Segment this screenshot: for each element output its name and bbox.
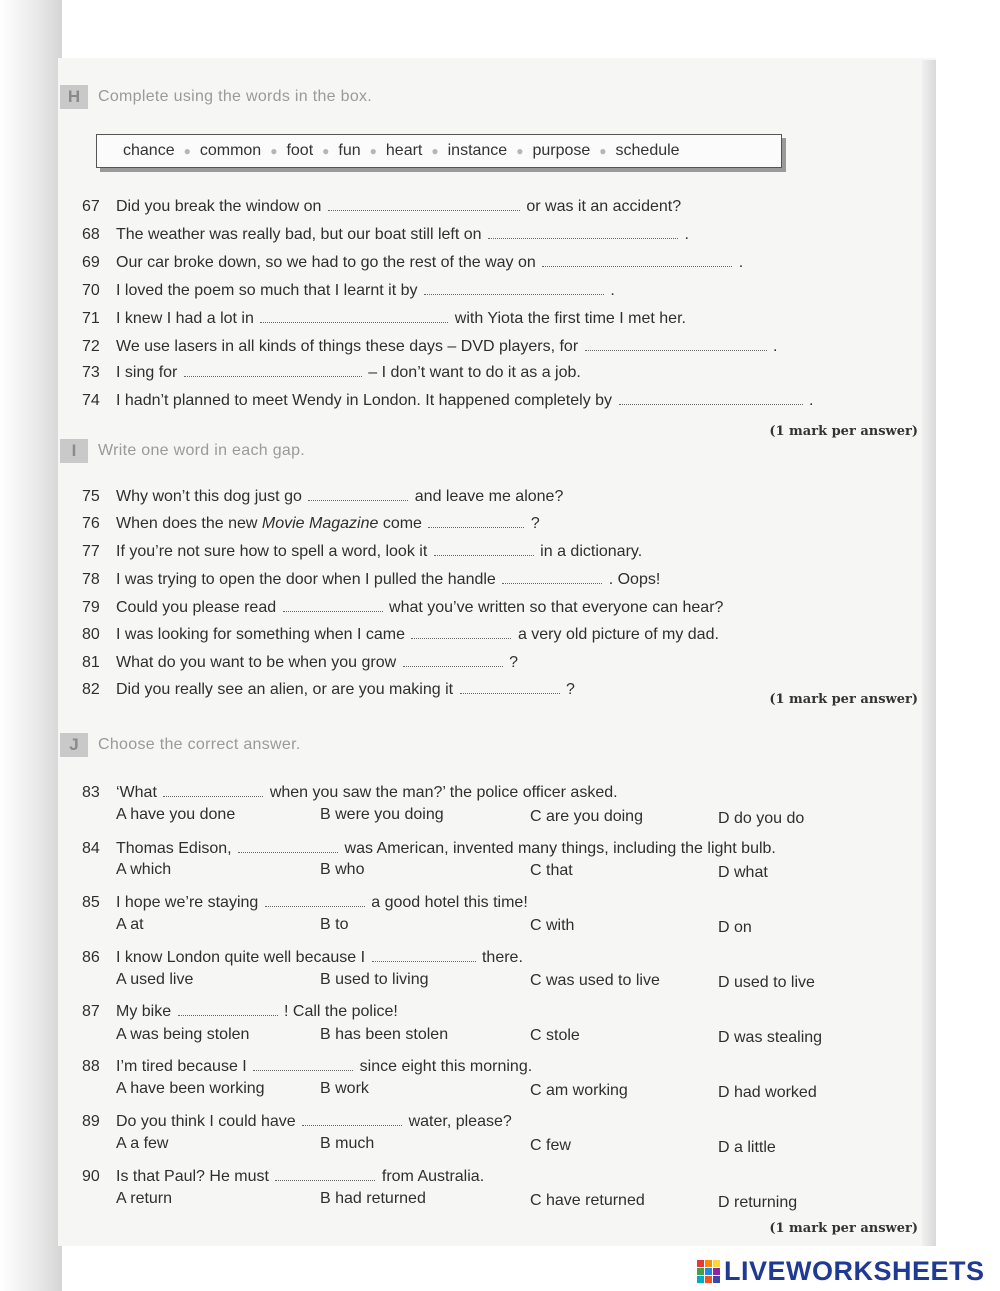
question-87: [82, 1003, 398, 1021]
question-90: [82, 1168, 484, 1186]
logo-cell: [705, 1276, 712, 1283]
option-a[interactable]: A have been working: [116, 1080, 265, 1097]
question-text: The weather was really bad, but our boat still left on: [116, 226, 482, 243]
bullet-icon: ●: [599, 144, 607, 158]
question-text: Do you think I could have: [116, 1113, 296, 1130]
liveworksheets-logo: [697, 1256, 985, 1287]
question-number: 88: [82, 1058, 100, 1075]
question-number: 90: [82, 1168, 100, 1185]
option-d[interactable]: D on: [718, 919, 752, 936]
question-number: 72: [82, 338, 100, 355]
answer-gap: [302, 1115, 402, 1126]
option-c[interactable]: C that: [530, 862, 573, 879]
section-j-letter: J: [60, 733, 88, 757]
option-d[interactable]: D used to live: [718, 974, 815, 991]
question-number: 75: [82, 488, 100, 505]
bullet-icon: ●: [516, 144, 524, 158]
question-text: water, please?: [408, 1113, 512, 1130]
section-i-header: [60, 438, 305, 464]
question-text: .: [808, 392, 814, 409]
option-c[interactable]: C am working: [530, 1082, 628, 1099]
option-a[interactable]: A return: [116, 1190, 173, 1207]
question-number: 87: [82, 1003, 100, 1020]
option-d[interactable]: D a little: [718, 1139, 776, 1156]
question-89: [82, 1113, 512, 1131]
logo-cell: [713, 1276, 720, 1283]
bullet-icon: ●: [270, 144, 278, 158]
question-number: 86: [82, 949, 100, 966]
question-text: come: [382, 515, 422, 532]
question-text: Why won’t this dog just go: [116, 488, 302, 505]
question-text: and leave me alone?: [414, 488, 564, 505]
question-text: since eight this morning.: [359, 1058, 533, 1075]
question-74: [82, 392, 813, 410]
question-text: I know London quite well because I: [116, 949, 366, 966]
logo-cell: [713, 1260, 720, 1267]
section-h-letter: H: [60, 85, 88, 109]
word-box-item: schedule: [615, 142, 680, 159]
page-right-edge: [922, 60, 936, 1246]
answer-gap[interactable]: [283, 601, 383, 612]
bullet-icon: ●: [322, 144, 330, 158]
answer-gap[interactable]: [619, 394, 803, 405]
option-a[interactable]: A at: [116, 916, 144, 933]
question-text: I sing for: [116, 364, 178, 381]
section-j-title: Choose the correct answer.: [98, 736, 301, 753]
answer-gap[interactable]: [260, 312, 448, 323]
question-number: 76: [82, 515, 100, 532]
option-a[interactable]: A have you done: [116, 806, 236, 823]
option-a[interactable]: A was being stolen: [116, 1026, 250, 1043]
question-number: 89: [82, 1113, 100, 1130]
question-text: or was it an accident?: [526, 198, 682, 215]
question-text: .: [773, 338, 778, 355]
answer-gap[interactable]: [328, 200, 520, 211]
option-a[interactable]: A a few: [116, 1135, 169, 1152]
question-text: a good hotel this time!: [371, 894, 528, 911]
question-text: I was trying to open the door when I pulled the handle: [116, 571, 496, 588]
question-text: What do you want to be when you grow: [116, 654, 397, 671]
answer-gap[interactable]: [434, 545, 534, 556]
word-box-item: common: [199, 142, 262, 159]
option-c[interactable]: C are you doing: [530, 808, 643, 825]
word-box-item: chance: [123, 142, 175, 159]
question-67: [82, 198, 681, 216]
question-81: [82, 654, 518, 672]
mark-note: (1 mark per answer): [769, 692, 918, 707]
question-text: when you saw the man?’ the police officer asked.: [269, 784, 618, 801]
question-text: .: [684, 226, 689, 243]
question-75: [82, 488, 563, 506]
logo-cell: [697, 1260, 704, 1267]
option-d[interactable]: D had worked: [718, 1084, 817, 1101]
question-text: I loved the poem so much that I learnt it by: [116, 282, 418, 299]
magazine-title: Movie Magazine: [261, 515, 379, 532]
question-text: with Yiota the first time I met her.: [454, 310, 686, 327]
answer-gap[interactable]: [403, 656, 503, 667]
option-c[interactable]: C have returned: [530, 1192, 645, 1209]
question-68: [82, 226, 689, 244]
question-text: .: [738, 254, 744, 271]
question-80: [82, 626, 719, 644]
question-69: [82, 254, 743, 272]
option-b[interactable]: B were you doing: [320, 806, 444, 823]
answer-gap: [238, 842, 338, 853]
bullet-icon: ●: [183, 144, 191, 158]
question-text: .: [610, 282, 615, 299]
question-text: Thomas Edison,: [116, 840, 232, 857]
answer-gap: [178, 1005, 278, 1016]
answer-gap[interactable]: [428, 517, 524, 528]
question-text: ! Call the police!: [284, 1003, 398, 1020]
option-c[interactable]: C with: [530, 917, 575, 934]
section-j-header: [60, 732, 301, 758]
question-number: 84: [82, 840, 100, 857]
logo-cell: [697, 1268, 704, 1275]
question-text: ?: [565, 681, 575, 698]
question-78: [82, 571, 660, 589]
mark-note: (1 mark per answer): [769, 424, 918, 439]
question-text: ?: [509, 654, 518, 671]
question-number: 80: [82, 626, 100, 643]
question-text: I’m tired because I: [116, 1058, 247, 1075]
question-text: Is that Paul? He must: [116, 1168, 269, 1185]
answer-gap[interactable]: [460, 683, 560, 694]
mark-note: (1 mark per answer): [769, 1221, 918, 1236]
question-text: I hadn’t planned to meet Wendy in London. It happened completely by: [116, 392, 613, 409]
question-text: My bike: [116, 1003, 172, 1020]
answer-gap: [372, 951, 476, 962]
option-b[interactable]: B had returned: [320, 1190, 426, 1207]
question-number: 81: [82, 654, 100, 671]
question-text: I hope we’re staying: [116, 894, 259, 911]
question-73: [82, 364, 581, 382]
option-c[interactable]: C few: [530, 1137, 571, 1154]
logo-cell: [697, 1276, 704, 1283]
question-text: I was looking for something when I came: [116, 626, 406, 643]
word-box: [96, 134, 782, 168]
option-c[interactable]: C was used to live: [530, 972, 660, 989]
question-76: [82, 515, 540, 533]
question-text: from Australia.: [381, 1168, 485, 1185]
question-82: [82, 681, 575, 699]
bullet-icon: ●: [369, 144, 377, 158]
question-72: [82, 338, 778, 356]
page-edge-shadow: [0, 0, 62, 1291]
logo-text: LIVEWORKSHEETS: [724, 1256, 985, 1286]
answer-gap[interactable]: [184, 366, 362, 377]
question-text: ?: [530, 515, 540, 532]
section-h-header: [60, 84, 372, 110]
question-number: 68: [82, 226, 100, 243]
answer-gap[interactable]: [488, 228, 678, 239]
question-77: [82, 543, 642, 561]
question-number: 85: [82, 894, 100, 911]
answer-gap[interactable]: [424, 284, 604, 295]
question-number: 67: [82, 198, 100, 215]
question-text: in a dictionary.: [540, 543, 643, 560]
question-number: 82: [82, 681, 100, 698]
question-text: Our car broke down, so we had to go the rest of the way on: [116, 254, 536, 271]
question-number: 77: [82, 543, 100, 560]
logo-cell: [705, 1260, 712, 1267]
section-i-title: Write one word in each gap.: [98, 442, 306, 459]
question-text: – I don’t want to do it as a job.: [368, 364, 581, 381]
question-text: there.: [481, 949, 523, 966]
word-box-item: purpose: [532, 142, 591, 159]
option-a[interactable]: A used live: [116, 971, 194, 988]
option-a[interactable]: A which: [116, 861, 172, 878]
section-i-letter: I: [60, 439, 88, 463]
question-number: 69: [82, 254, 100, 271]
question-number: 79: [82, 599, 100, 616]
answer-gap[interactable]: [502, 573, 602, 584]
question-text: We use lasers in all kinds of things these days – DVD players, for: [116, 338, 579, 355]
question-number: 74: [82, 392, 100, 409]
option-d[interactable]: D was stealing: [718, 1029, 823, 1046]
question-88: [82, 1058, 532, 1076]
bullet-icon: ●: [431, 144, 439, 158]
question-text: ‘What: [116, 784, 157, 801]
question-text: what you’ve written so that everyone can hear?: [389, 599, 724, 616]
answer-gap: [265, 896, 365, 907]
option-d[interactable]: D do you do: [718, 810, 805, 827]
word-box-item: heart: [385, 142, 423, 159]
question-85: [82, 894, 528, 912]
option-b[interactable]: B much: [320, 1135, 375, 1152]
question-number: 71: [82, 310, 100, 327]
option-b[interactable]: B who: [320, 861, 365, 878]
question-84: [82, 840, 776, 858]
option-b[interactable]: B work: [320, 1080, 369, 1097]
option-d[interactable]: D returning: [718, 1194, 798, 1211]
question-text: When does the new: [116, 515, 258, 532]
logo-cell: [713, 1268, 720, 1275]
question-number: 83: [82, 784, 100, 801]
logo-cell: [705, 1268, 712, 1275]
question-86: [82, 949, 523, 967]
answer-gap: [275, 1170, 375, 1181]
answer-gap: [253, 1060, 353, 1071]
section-h-title: Complete using the words in the box.: [98, 88, 373, 105]
option-c[interactable]: C stole: [530, 1027, 580, 1044]
question-text: was American, invented many things, including the light bulb.: [344, 840, 776, 857]
word-box-item: instance: [447, 142, 508, 159]
question-text: Could you please read: [116, 599, 277, 616]
question-text: If you’re not sure how to spell a word, look it: [116, 543, 428, 560]
answer-gap[interactable]: [585, 340, 767, 351]
question-83: [82, 784, 618, 802]
option-b[interactable]: B has been stolen: [320, 1026, 449, 1043]
question-text: . Oops!: [608, 571, 661, 588]
answer-gap[interactable]: [411, 628, 511, 639]
question-70: [82, 282, 615, 300]
option-b[interactable]: B used to living: [320, 971, 429, 988]
answer-gap[interactable]: [308, 490, 408, 501]
answer-gap: [163, 786, 263, 797]
question-79: [82, 599, 723, 617]
option-b[interactable]: B to: [320, 916, 349, 933]
word-box-item: foot: [286, 142, 314, 159]
answer-gap[interactable]: [542, 256, 732, 267]
question-text: Did you really see an alien, or are you making it: [116, 681, 454, 698]
question-number: 70: [82, 282, 100, 299]
question-text: Did you break the window on: [116, 198, 322, 215]
question-text: a very old picture of my dad.: [517, 626, 719, 643]
question-71: [82, 310, 686, 328]
option-d[interactable]: D what: [718, 864, 768, 881]
question-number: 73: [82, 364, 100, 381]
logo-grid-icon: [697, 1260, 720, 1283]
question-number: 78: [82, 571, 100, 588]
word-box-item: fun: [338, 142, 361, 159]
question-text: I knew I had a lot in: [116, 310, 254, 327]
